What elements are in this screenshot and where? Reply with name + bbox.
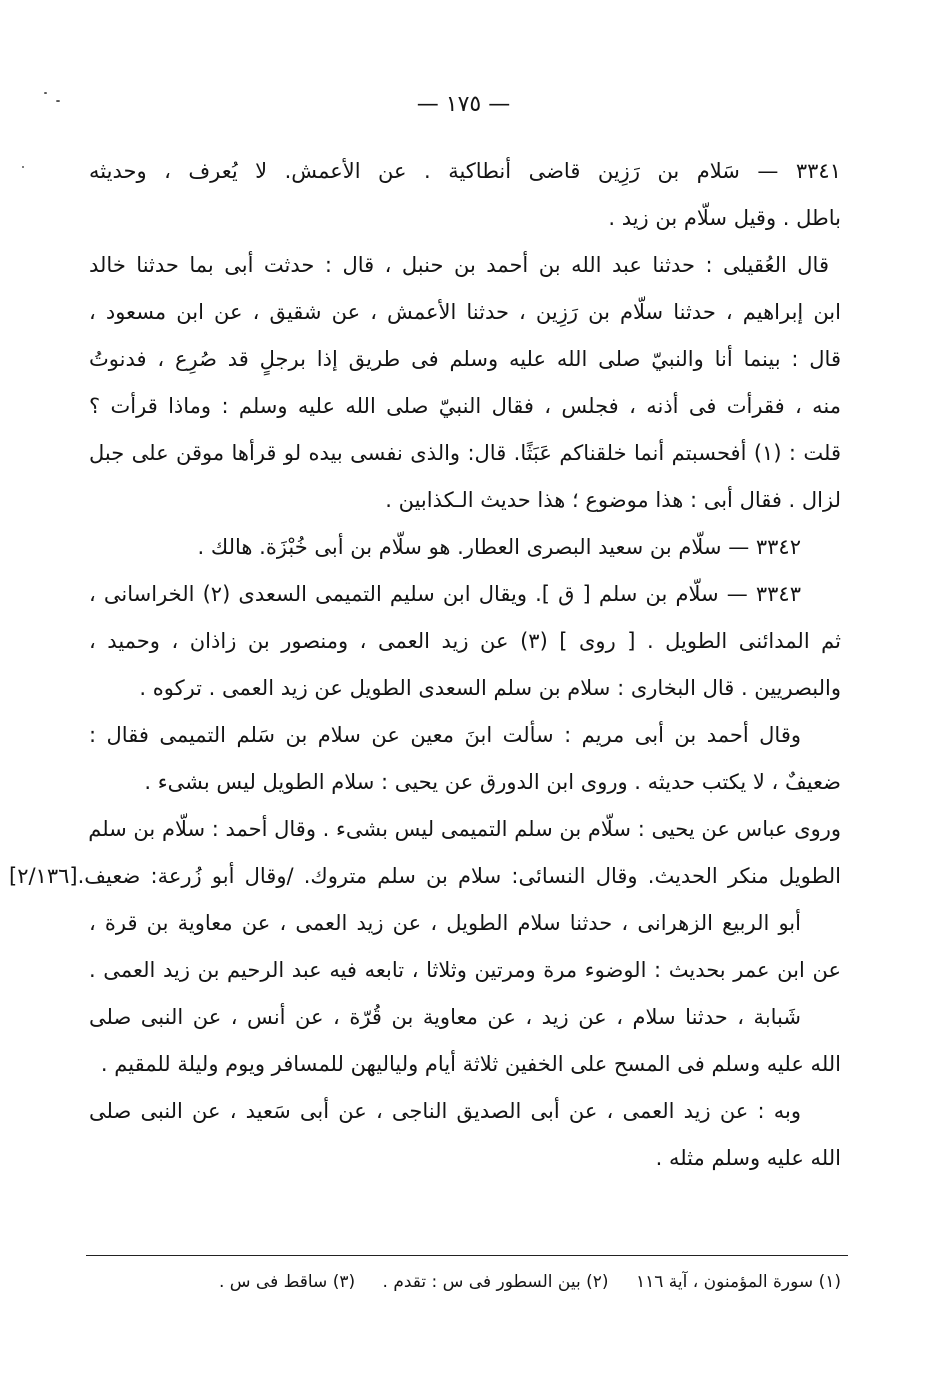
paragraph-line-5: قال : بينما أنا والنبيّ صلى الله عليه وسلم فى طريق إذا برجلٍ قد صُرِع ، فدنوتُ (89, 347, 841, 371)
paragraph-line-17: أبو الربيع الزهرانى ، حدثنا سلام الطويل ، عن زيد العمى ، عن معاوية بن قرة ، (89, 911, 801, 935)
paragraph-line-22: الله عليه وسلم مثله . (655, 1146, 841, 1170)
scan-speck (44, 92, 47, 94)
footnote-3: (٣) ساقط فى س . (218, 1272, 356, 1292)
paragraph-line-20: الله عليه وسلم فى المسح على الخفين ثلاثة أيام ولياليهن للمسافر ويوم وليلة للمقيم . (100, 1052, 841, 1076)
footnote-2: (٢) بين السطور فى س : تقدم . (382, 1272, 609, 1292)
paragraph-line-16: الطويل منكر الحديث. وقال النسائى: سلام بن سلم متروك. /وقال أبو زُرعة: ضعيف.[٢/١٣٦] (9, 864, 841, 888)
scan-speck (22, 166, 24, 168)
entry-3341-line-2: باطل . وقيل سلّام بن زيد . (608, 206, 841, 230)
paragraph-line-3: قال العُقيلى : حدثنا عبد الله بن أحمد بن حنبل ، قال : حدثت أبى بما حدثنا خالد (89, 253, 829, 277)
footnotes (89, 1268, 841, 1296)
footnote-1: (١) سورة المؤمنون ، آية ١١٦ (635, 1272, 841, 1292)
entry-3343-line-3: والبصريين . قال البخارى : سلام بن سلم السعدى الطويل عن زيد العمى . تركوه . (139, 676, 841, 700)
page-number: — ١٧٥ — (416, 92, 511, 117)
entry-3341-line-1: ٣٣٤١ — سَلام بن رَزِين قاضى أنطاكية . عن الأعمش. لا يُعرف ، وحديثه (89, 159, 841, 183)
paragraph-line-19: شَبابة ، حدثنا سلام ، عن زيد ، عن معاوية بن قُرّة ، عن أنس ، عن النبى صلى (89, 1005, 801, 1029)
paragraph-line-21: وبه : عن زيد العمى ، عن أبى الصديق الناجى ، عن أبى سَعيد ، عن النبى صلى (89, 1099, 801, 1123)
paragraph-line-18: عن ابن عمر بحديث : الوضوء مرة ومرتين وثلاثا ، تابعه فيه عبد الرحيم بن زيد العمى . (89, 958, 841, 982)
paragraph-line-7: قلت : (١) أفحسبتم أنما خلقناكم عَبَثًا. قال: والذى نفسى بيده لو قرأها موقن على جبل (89, 441, 841, 465)
paragraph-line-6: منه ، فقرأت فى أذنه ، فجلس ، فقال النبيّ صلى الله عليه وسلم : وماذا قرأت ؟ (89, 394, 841, 418)
paragraph-line-8: لزال . فقال أبى : هذا موضوع ؛ هذا حديث الـكذابين . (385, 488, 841, 512)
entry-3342-line: ٣٣٤٢ — سلّام بن سعيد البصرى العطار. هو سلّام بن أبى خُبْزَة. هالك . (197, 535, 801, 559)
entry-3343-line-2: ثم المدائنى الطويل . [ روى ] (٣) عن زيد العمى ، ومنصور بن زاذان ، وحميد ، (89, 629, 842, 653)
scan-speck (56, 100, 60, 102)
paragraph-line-13: وقال أحمد بن أبى مريم : سألت ابنَ معين عن سلام بن سَلم التميمى فقال : (89, 723, 801, 747)
entry-3343-line-1: ٣٣٤٣ — سلّام بن سلم [ ق ]. ويقال ابن سليم التميمى السعدى (٢) الخراسانى ، (89, 582, 801, 606)
paragraph-line-15: وروى عباس عن يحيى : سلّام بن سلم التميمى ليس بشىء . وقال أحمد : سلّام بن سلم (88, 817, 841, 841)
paragraph-line-14: ضعيفٌ ، لا يكتب حديثه . وروى ابن الدورق عن يحيى : سلام الطويل ليس بشىء . (144, 770, 841, 794)
paragraph-line-4: ابن إبراهيم ، حدثنا سلّام بن رَزِين ، حدثنا الأعمش ، عن شقيق ، عن ابن مسعود ، (89, 300, 841, 324)
page-body (9, 148, 842, 1182)
footnote-divider (86, 1255, 848, 1256)
